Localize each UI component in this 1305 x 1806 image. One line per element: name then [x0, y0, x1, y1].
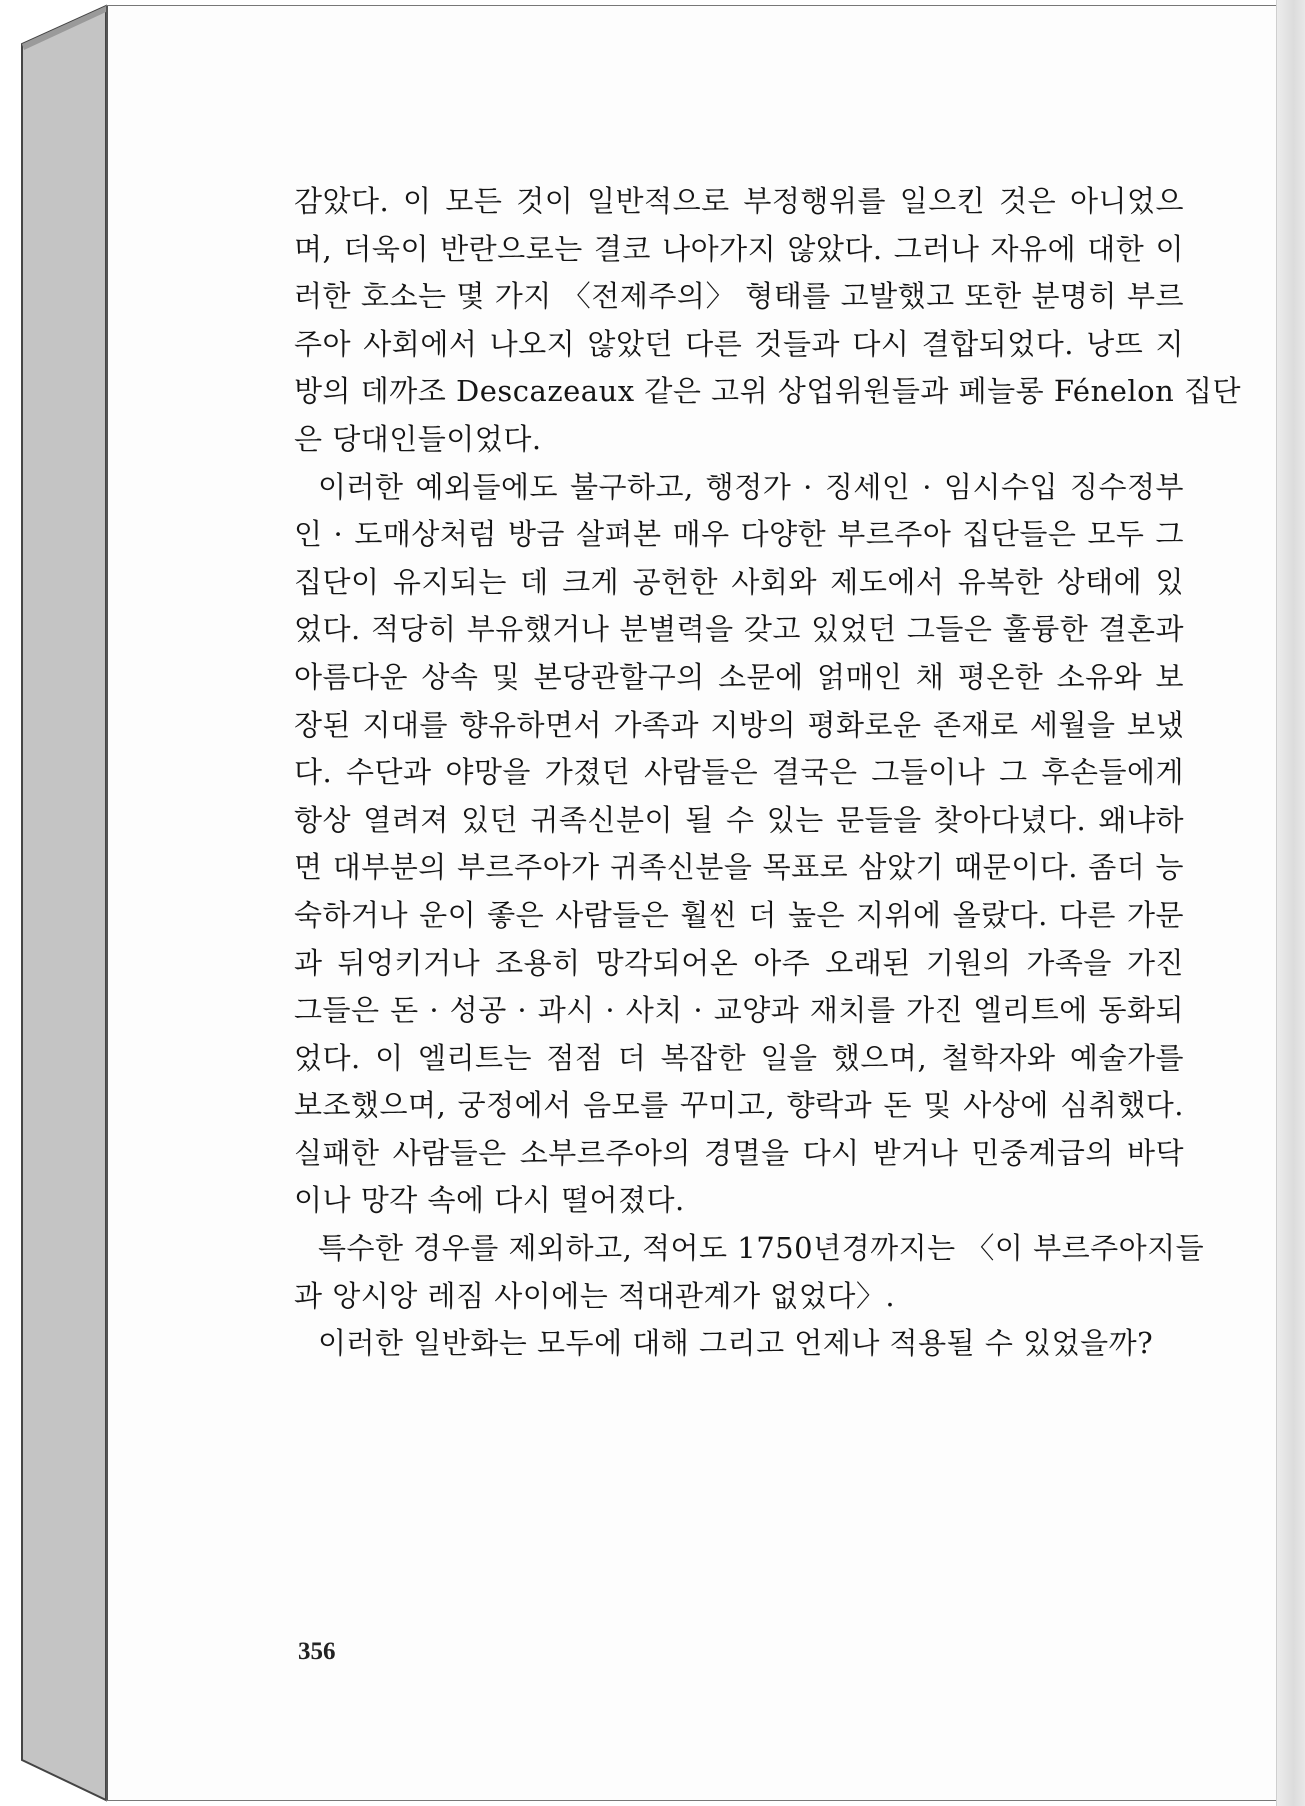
text-line: 이러한 예외들에도 불구하고, 행정가 · 징세인 · 임시수입 징수정부: [318, 469, 1184, 504]
text-line: 며, 더욱이 반란으로는 결코 나아가지 않았다. 그러나 자유에 대한 이: [294, 231, 1184, 266]
text-line: 은 당대인들이었다.: [294, 421, 542, 456]
text-line: 었다. 이 엘리트는 점점 더 복잡한 일을 했으며, 철학자와 예술가를: [294, 1040, 1184, 1075]
text-line: 항상 열려져 있던 귀족신분이 될 수 있는 문들을 찾아다녔다. 왜냐하: [294, 802, 1184, 837]
text-line: 다. 수단과 야망을 가졌던 사람들은 결국은 그들이나 그 후손들에게: [294, 755, 1184, 790]
text-line: 인 · 도매상처럼 방금 살펴본 매우 다양한 부르주아 집단들은 모두 그: [294, 517, 1184, 552]
text-line: 었다. 적당히 부유했거나 분별력을 갖고 있었던 그들은 훌륭한 결혼과: [294, 612, 1184, 647]
text-line: 면 대부분의 부르주아가 귀족신분을 목표로 삼았기 때문이다. 좀더 능: [294, 850, 1184, 885]
text-line: 그들은 돈 · 성공 · 과시 · 사치 · 교양과 재치를 가진 엘리트에 동화되: [294, 993, 1184, 1028]
text-line: 이러한 일반화는 모두에 대해 그리고 언제나 적용될 수 있었을까?: [318, 1326, 1154, 1361]
text-line: 실패한 사람들은 소부르주아의 경멸을 다시 받거나 민중계급의 바닥: [294, 1135, 1184, 1170]
text-line: 장된 지대를 향유하면서 가족과 지방의 평화로운 존재로 세월을 보냈: [294, 707, 1184, 742]
text-line: 과 앙시앙 레짐 사이에는 적대관계가 없었다〉.: [294, 1278, 896, 1313]
page-number: 356: [298, 1638, 336, 1665]
text-line: 보조했으며, 궁정에서 음모를 꾸미고, 향락과 돈 및 사상에 심취했다.: [294, 1088, 1184, 1123]
text-line: 감았다. 이 모든 것이 일반적으로 부정행위를 일으킨 것은 아니었으: [294, 184, 1184, 218]
body-text: [294, 178, 1242, 1368]
text-line: 집단이 유지되는 데 크게 공헌한 사회와 제도에서 유복한 상태에 있: [294, 564, 1184, 599]
text-line: 특수한 경우를 제외하고, 적어도 1750년경까지는 〈이 부르주아지들: [318, 1231, 1205, 1266]
text-line: 주아 사회에서 나오지 않았던 다른 것들과 다시 결합되었다. 낭뜨 지: [294, 326, 1184, 361]
text-line: 숙하거나 운이 좋은 사람들은 훨씬 더 높은 지위에 올랐다. 다른 가문: [294, 897, 1184, 932]
page-right-edge: [1276, 0, 1305, 1806]
text-line: 아름다운 상속 및 본당관할구의 소문에 얽매인 채 평온한 소유와 보: [294, 659, 1184, 694]
text-line: 러한 호소는 몇 가지 〈전제주의〉 형태를 고발했고 또한 분명히 부르: [294, 279, 1184, 314]
text-line: 이나 망각 속에 다시 떨어졌다.: [294, 1183, 685, 1218]
text-line: 방의 데까조 Descazeaux 같은 고위 상업위원들과 페늘롱 Fénelon 집단: [294, 374, 1242, 409]
text-line: 과 뒤엉키거나 조용히 망각되어온 아주 오래된 기원의 가족을 가진: [294, 945, 1184, 980]
